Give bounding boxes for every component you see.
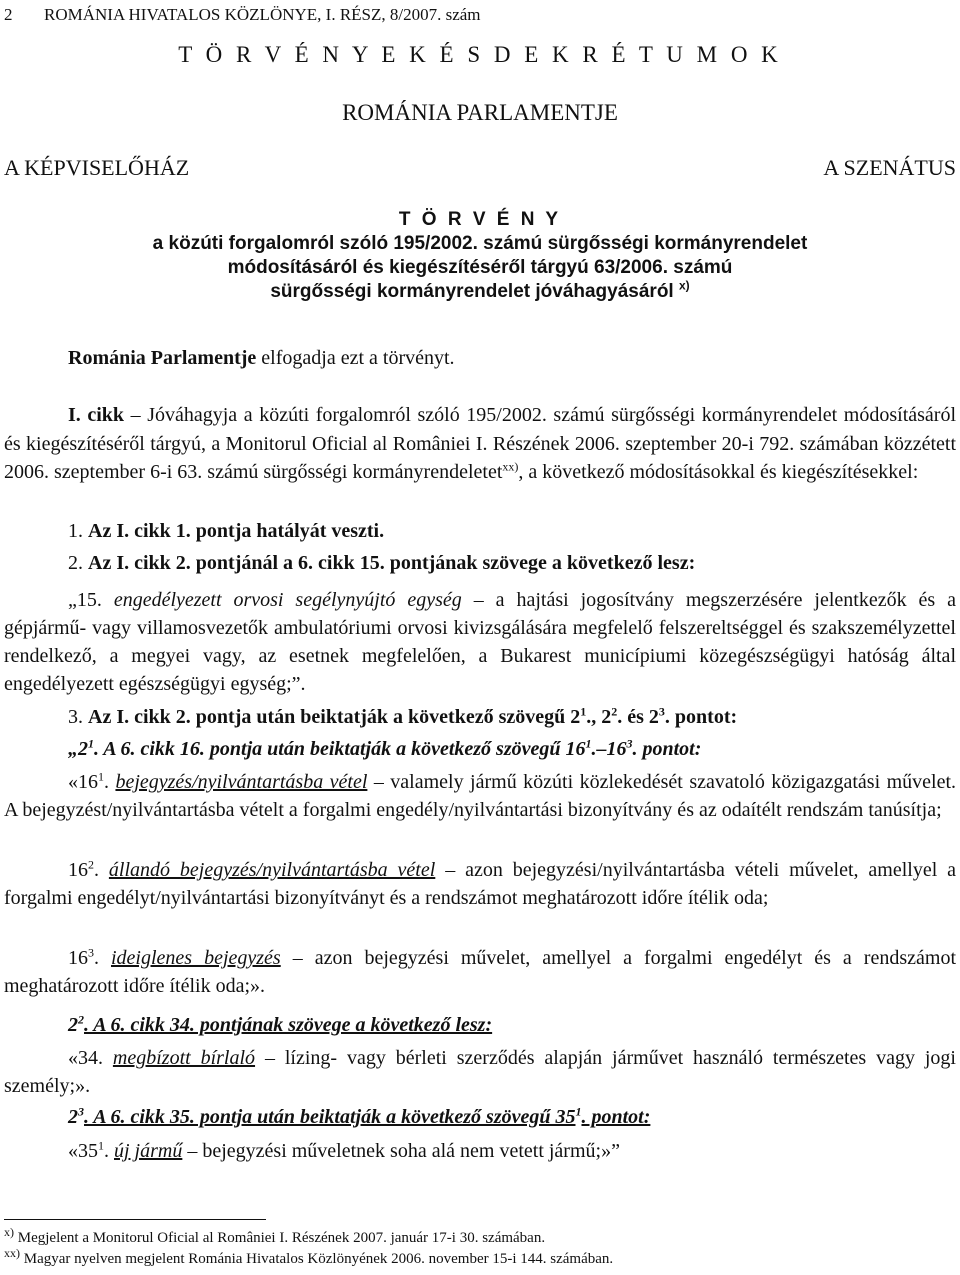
parliament-title: ROMÁNIA PARLAMENTJE xyxy=(342,100,618,125)
point-34: «34. megbízott bírlaló – lízing- vagy bérleti szerződés alapján járművet használó természetes vagy jogi személy;». xyxy=(4,1047,956,1097)
item-3: 3. Az I. cikk 2. pontja után beiktatják a következő szövegű $2^1$., $2^2$. és $2^3$. pontot: xyxy=(68,704,738,728)
point-15: „15. engedélyezett orvosi segélynyújtó egység – a hajtási jogosítvány megszerzésére jelentkezők és a gépjármű- vagy villamosvezetők ambulatóriumi orvosi kivizsgálására megfelelő felszereltséggel és szakszemélyzettel rendelkező, a megyei vagy, az esetnek megfelelően, a Bukarest municípiumi közegészségügyi hatóság által engedélyezett egészségügyi egység;”. xyxy=(4,589,956,695)
footnote-divider xyxy=(4,1219,266,1220)
point-2-3: $2^3$. A 6. cikk 35. pontja után beiktatják a következő szövegű $35^1$. pontot: xyxy=(68,1104,651,1128)
chamber-right: A SZENÁTUS xyxy=(823,155,956,180)
term: bejegyzés/nyilvántartásba vétel xyxy=(115,771,368,793)
term: állandó bejegyzés/nyilvántartásba vétel xyxy=(108,859,436,881)
page-header xyxy=(4,2,481,28)
gazette-title: ROMÁNIA HIVATALOS KÖZLÖNYE, I. RÉSZ, 8/2007. szám xyxy=(44,5,481,24)
section-title: T Ö R V É N Y E K É S D E K R É T U M O K xyxy=(178,42,782,67)
footnote-2: $^{xx)}$ Magyar nyelven megjelent Románia Hivatalos Közlönyének 2006. november 15-i 144. számában. xyxy=(4,1246,614,1267)
article-label: I. cikk xyxy=(68,404,125,426)
item-1: 1. Az I. cikk 1. pontja hatályát veszti. xyxy=(68,520,385,542)
point-2-1: $„2^1$. A 6. cikk 16. pontja után beiktatják a következő szövegű $16^1.-16^3$. pontot: xyxy=(68,736,702,760)
chamber-left: A KÉPVISELŐHÁZ xyxy=(4,155,190,180)
term: engedélyezett orvosi segélynyújtó egység xyxy=(113,589,462,611)
article-1: I. cikk – Jóváhagyja a közúti forgalomról szóló 195/2002. számú sürgősségi kormányrendelet módosításáról és kiegészítéséről tárgyú, a Monitorul Oficial al României I. Részének 2006. szeptember 20-i 792. számában közzétett 2006. szeptember 6-i 63. számú sürgősségi kormányrendeletet$^{xx)}$, a következő módosításokkal és kiegészítésekkel: xyxy=(4,404,957,483)
item-2: 2. Az I. cikk 2. pontjánál a 6. cikk 15. pontjának szövege a következő lesz: xyxy=(68,552,696,574)
law-title xyxy=(0,208,960,304)
law-heading: T Ö R V É N Y xyxy=(398,209,562,230)
point-16-3: $16^3$. ideiglenes bejegyzés – azon bejegyzési művelet, amellyel a forgalmi engedélyt és a rendszámot meghatározott időre ítélik oda;». xyxy=(4,945,956,997)
law-title-line3: sürgősségi kormányrendelet jóváhagyásáról $^{x)}$ xyxy=(270,278,690,302)
point-35-1: «$35^1$. új jármű – bejegyzési műveletnek soha alá nem vetett jármű;»” xyxy=(68,1138,620,1162)
point-16-2: $16^2$. állandó bejegyzés/nyilvántartásba vétel – azon bejegyzési/nyilvántartásba vételi művelet, amellyel a forgalmi engedélyt/nyilvántartási bizonyítványt és a rendszámot meghatározott időre ítélik oda; xyxy=(4,857,957,909)
law-title-line2: módosításáról és kiegészítéséről tárgyú 63/2006. számú xyxy=(227,257,733,278)
point-2-2: $2^2$. A 6. cikk 34. pontjának szövege a következő lesz: xyxy=(68,1012,493,1036)
adopt-paragraph: Románia Parlamentje elfogadja ezt a törvényt. xyxy=(68,347,455,369)
term: megbízott bírlaló xyxy=(112,1047,256,1069)
page-number: 2 xyxy=(4,5,13,24)
footnote-ref-xx: xx) xyxy=(502,459,519,474)
chambers-row xyxy=(4,155,956,181)
point-16-1: «$16^1$. bejegyzés/nyilvántartásba vétel – valamely jármű közúti közlekedését szavatoló közigazgatási művelet. A bejegyzést/nyilvántartásba vételt a forgalmi engedély/nyilvántartási bizonyítvány és az odaítélt rendszám tanúsítja; xyxy=(4,769,957,821)
term: új jármű xyxy=(114,1140,183,1162)
law-title-line1: a közúti forgalomról szóló 195/2002. számú sürgősségi kormányrendelet xyxy=(152,233,808,254)
term: ideiglenes bejegyzés xyxy=(111,947,281,969)
footnote-ref-x: x) xyxy=(679,278,690,293)
footnote-1: $^{x)}$ Megjelent a Monitorul Oficial al României I. Részének 2007. január 17-i 30. számában. xyxy=(4,1225,546,1246)
